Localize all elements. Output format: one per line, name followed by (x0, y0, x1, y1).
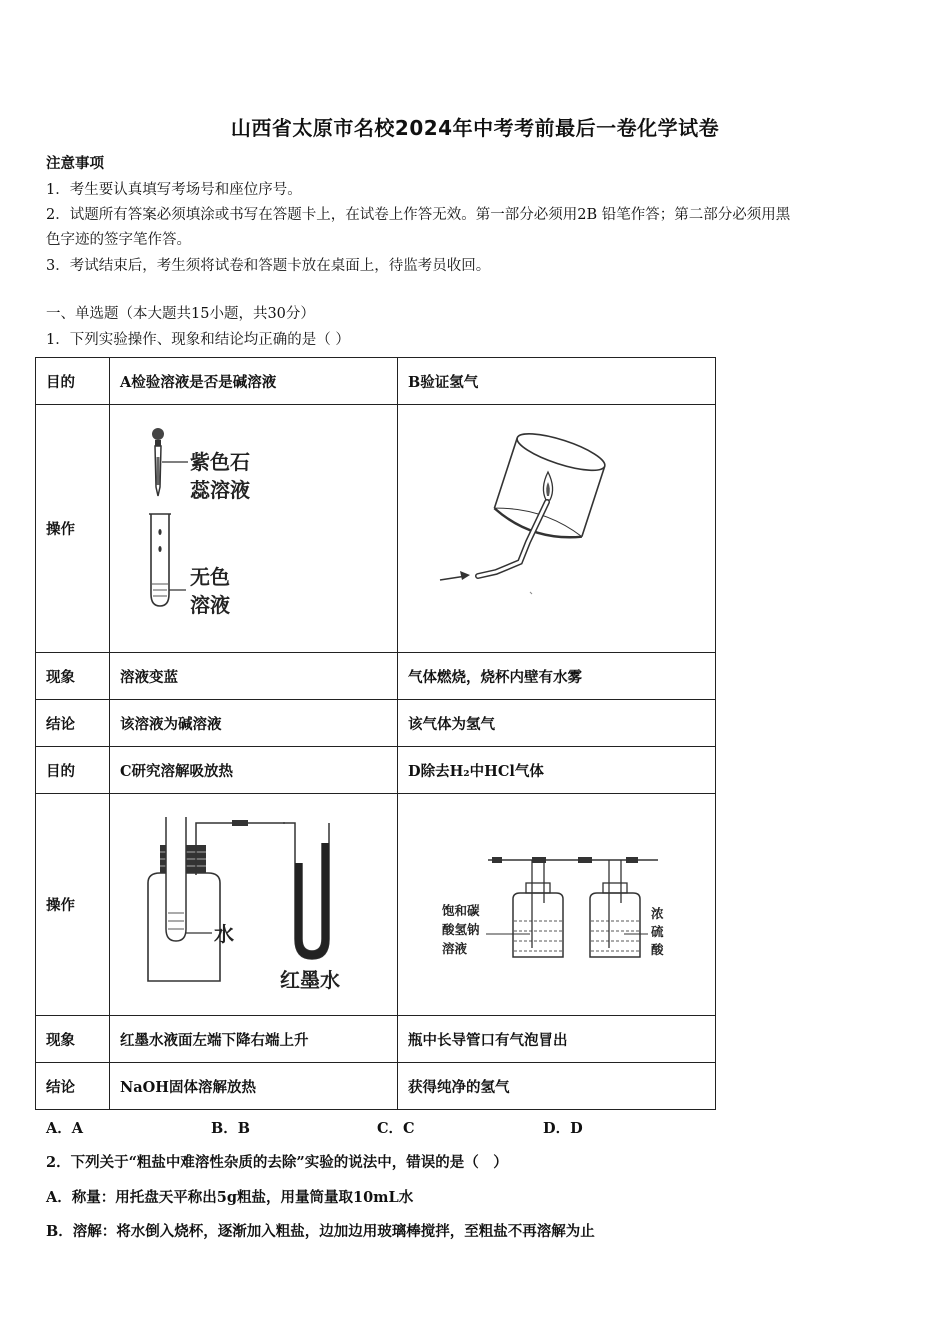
note-item: 3．考试结束后，考生须将试卷和答题卡放在桌面上，待监考员收回。 (46, 258, 491, 274)
row-label-conclusion: 结论 (36, 1063, 110, 1110)
row-label-phenomenon: 现象 (36, 653, 110, 700)
q1-stem: 1．下列实验操作、现象和结论均正确的是（ ） (46, 332, 350, 348)
row-label-operation: 操作 (36, 794, 110, 1016)
figure-d-cell (398, 794, 716, 1016)
conclusion-d: 获得纯净的氢气 (398, 1063, 716, 1110)
table-row (36, 653, 716, 700)
phenomenon-d: 瓶中长导管口有气泡冒出 (398, 1016, 716, 1063)
conclusion-a: 该溶液为碱溶液 (110, 700, 398, 747)
test-tube-icon (151, 514, 169, 606)
row-label-conclusion: 结论 (36, 700, 110, 747)
conclusion-b: 该气体为氢气 (398, 700, 716, 747)
phenomenon-a: 溶液变蓝 (110, 653, 398, 700)
label-colorless-2: 溶液 (190, 592, 230, 617)
section-heading: 一、单选题（本大题共15小题，共30分） (46, 306, 315, 322)
table-row (36, 358, 716, 405)
q1-choice-c[interactable]: C．C (377, 1120, 415, 1137)
figure-b-cell (398, 405, 716, 653)
label-water: 水 (214, 921, 234, 946)
purpose-d: D除去H₂中HCl气体 (398, 747, 716, 794)
label-litmus-2: 蕊溶液 (190, 477, 250, 502)
note-item: 2．试题所有答案必须填涂或书写在答题卡上，在试卷上作答无效。第一部分必须用2B 铅笔作答；第二部分必须用黑 (46, 207, 791, 223)
figure-c-cell (110, 794, 398, 1016)
conclusion-c: NaOH固体溶解放热 (110, 1063, 398, 1110)
purpose-a: A检验溶液是否是碱溶液 (110, 358, 398, 405)
dropper-bulb-icon (152, 428, 164, 440)
label-h2so4-2: 硫 (651, 923, 664, 939)
figure-a-cell (110, 405, 398, 653)
q2-option-b[interactable]: B．溶解：将水倒入烧杯，逐渐加入粗盐，边加边用玻璃棒搅拌，至粗盐不再溶解为止 (46, 1223, 595, 1240)
notes-heading: 注意事项 (46, 155, 104, 172)
label-colorless-1: 无色 (190, 564, 230, 589)
table-row (36, 747, 716, 794)
table-row (36, 1063, 716, 1110)
row-label-operation: 操作 (36, 405, 110, 653)
table-row (36, 794, 716, 1016)
q1-choice-d[interactable]: D．D (543, 1120, 583, 1137)
figure-b-hydrogen-burn (408, 412, 668, 642)
figure-d-gas-washing (408, 803, 670, 1003)
wash-bottle-1-icon (513, 893, 563, 957)
phenomenon-b: 气体燃烧，烧杯内壁有水雾 (398, 653, 716, 700)
q1-table (35, 357, 716, 1110)
purpose-c: C研究溶解吸放热 (110, 747, 398, 794)
q1-choice-a[interactable]: A．A (46, 1120, 84, 1137)
q1-choice-b[interactable]: B．B (211, 1120, 251, 1137)
purpose-b: B验证氢气 (398, 358, 716, 405)
label-nahco3-2: 酸氢钠 (442, 921, 480, 937)
table-row (36, 700, 716, 747)
table-row (36, 405, 716, 653)
row-label-phenomenon: 现象 (36, 1016, 110, 1063)
row-label-purpose: 目的 (36, 358, 110, 405)
label-litmus-1: 紫色石 (190, 449, 250, 474)
figure-c-dissolution (120, 803, 380, 1003)
exam-title: 山西省太原市名校2024年中考考前最后一卷化学试卷 (230, 116, 720, 140)
table-row (36, 1016, 716, 1063)
row-label-purpose: 目的 (36, 747, 110, 794)
figure-a-dropper-test (120, 412, 320, 642)
test-tube-icon (166, 817, 186, 941)
label-h2so4-1: 浓 (651, 905, 664, 921)
wash-bottle-2-icon (590, 893, 640, 957)
note-item: 1．考生要认真填写考场号和座位序号。 (46, 182, 302, 198)
label-red-ink: 红墨水 (280, 967, 340, 992)
note-item: 色字迹的签字笔作答。 (46, 232, 191, 248)
label-nahco3-3: 溶液 (442, 940, 468, 956)
label-h2so4-3: 酸 (651, 941, 664, 957)
arrow-icon (460, 571, 470, 580)
q2-option-a[interactable]: A．称量：用托盘天平称出5g粗盐，用量筒量取10mL水 (46, 1189, 414, 1206)
q2-stem: 2．下列关于“粗盐中难溶性杂质的去除”实验的说法中，错误的是（ ） (46, 1154, 508, 1171)
phenomenon-c: 红墨水液面左端下降右端上升 (110, 1016, 398, 1063)
label-nahco3-1: 饱和碳 (442, 902, 480, 918)
